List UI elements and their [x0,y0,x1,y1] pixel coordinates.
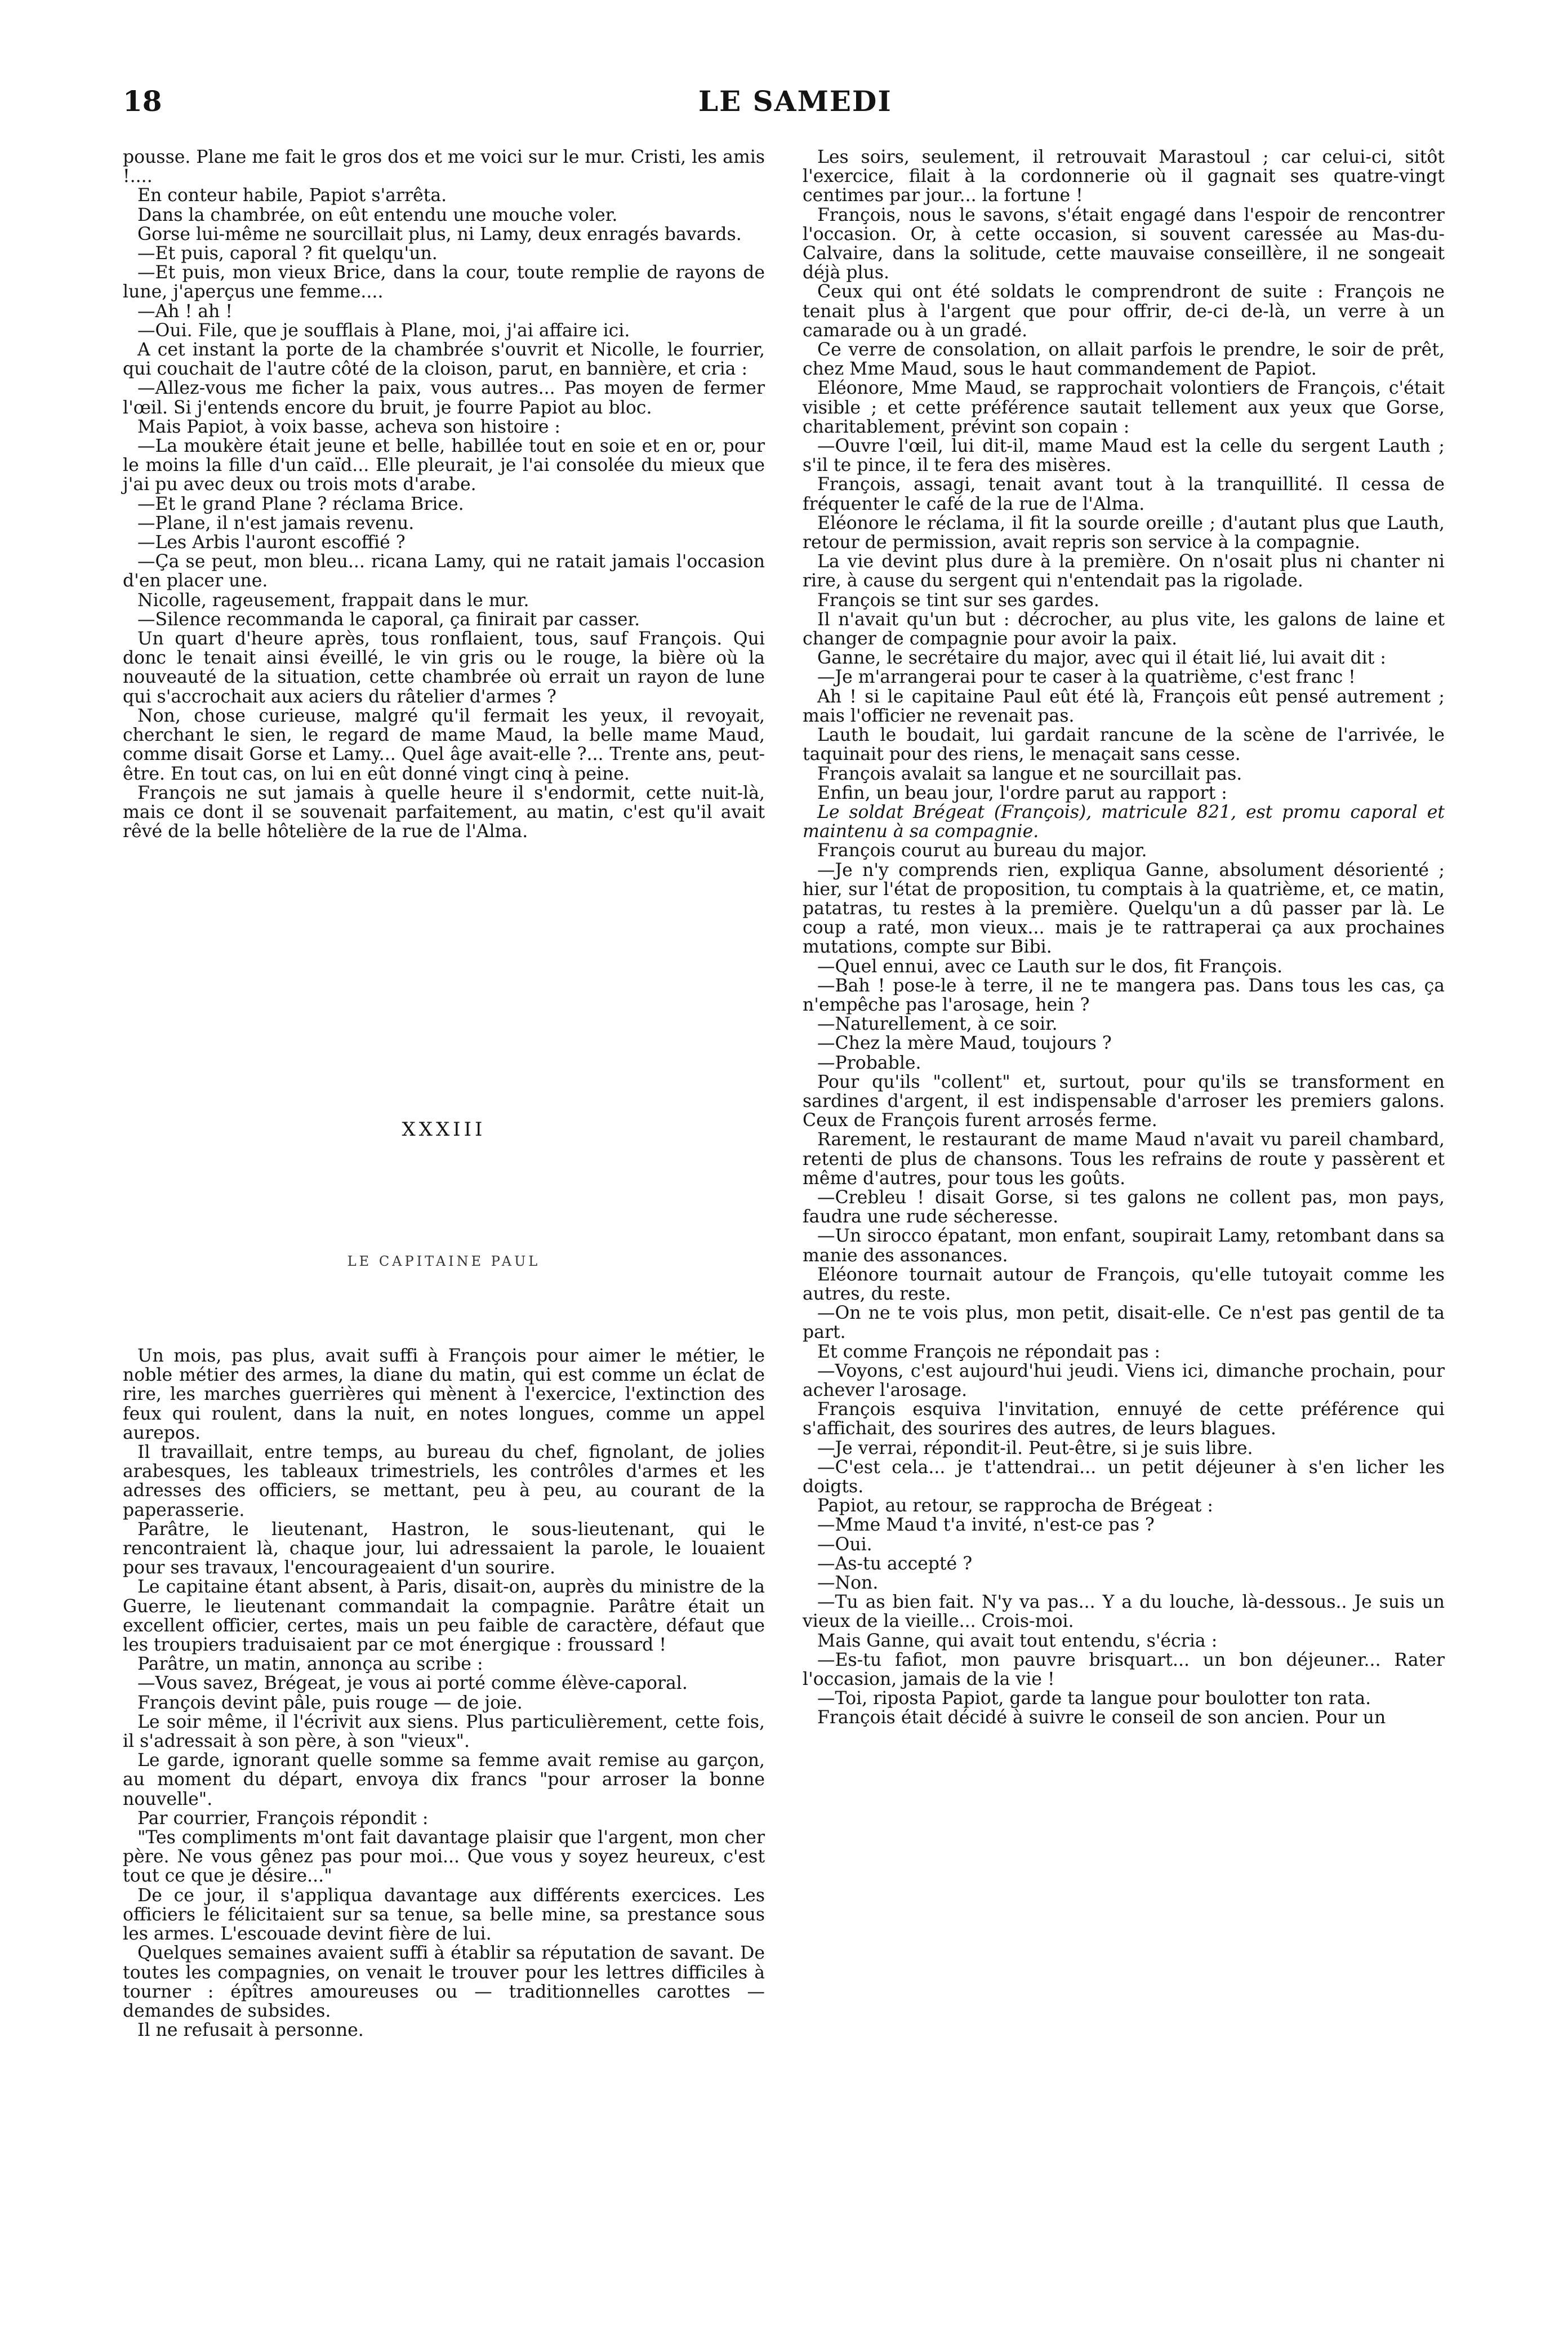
paragraph: Rarement, le restaurant de mame Maud n'avait vu pareil chambard, retenti de plus de chansons. Tous les refrains de route y passèrent et même d'autres, pour tous les goûts. [803,1129,1445,1189]
paragraph: —Les Arbis l'auront escoffié ? [137,532,406,553]
paragraph: Par courrier, François répondit : [137,1808,429,1829]
paragraph: François ne sut jamais à quelle heure il s'endormit, cette nuit-là, mais ce dont il se souvenait parfaitement, au matin, c'est qu'il avait rêvé de la belle hôtelière de la rue de l'Alma. [123,782,765,842]
paragraph: Mais Ganne, qui avait tout entendu, s'écria : [817,1630,1218,1651]
paragraph: —Un sirocco épatant, mon enfant, soupirait Lamy, retombant dans sa manie des assonances. [803,1226,1445,1266]
paragraph: Un mois, pas plus, avait suffi à François pour aimer le métier, le noble métier des armes, la diane du matin, qui est comme un éclat de rire, les marches guerrières qui mènent à l'exercice, l'extinction des feux qui roulent, dans la nuit, en notes longues, comme un appel aurepos. [123,1346,765,1443]
paragraph: Ganne, le secrétaire du major, avec qui il était lié, lui avait dit : [817,648,1387,669]
paragraph: Dans la chambrée, on eût entendu une mouche voler. [137,204,618,225]
paragraph: François, nous le savons, s'était engagé dans l'espoir de rencontrer l'occasion. Or, à cette occasion, si souvent caressée au Mas-du-Calvaire, dans la solitude, cette mauvaise conseillère, il ne songeait déjà plus. [803,204,1445,283]
paragraph: Parâtre, un matin, annonça au scribe : [137,1654,483,1675]
right-column [803,148,1445,1728]
chapter-title: LE CAPITAINE PAUL [347,1253,541,1269]
paragraph: —Non. [817,1573,879,1594]
paragraph: —Allez-vous me ficher la paix, vous autres... Pas moyen de fermer l'œil. Si j'entends encore du bruit, je fourre Papiot au bloc. [123,378,765,418]
running-head: LE SAMEDI [698,84,892,118]
paragraph: Nicolle, rageusement, frappait dans le mur. [137,590,529,611]
paragraph: —Chez la mère Maud, toujours ? [817,1033,1112,1054]
paragraph: "Tes compliments m'ont fait davantage plaisir que l'argent, mon cher père. Ne vous gênez pas pour moi... Que vous y soyez heureux, c'est tout ce que je désire..." [123,1827,765,1887]
paragraph: —Je n'y comprends rien, expliqua Ganne, absolument désorienté ; hier, sur l'état de proposition, tu comptais à la quatrième, et, ce matin, patatras, tu restes à la première. Quelqu'un a dû passer par là. Le coup a raté, mon vieux... mais je te rattraperai ça aux prochaines mutations, compte sur Bibi. [803,860,1445,958]
paragraph: —Naturellement, à ce soir. [817,1014,1058,1035]
paragraph: Quelques semaines avaient suffi à établir sa réputation de savant. De toutes les compagnies, on venait le trouver pour les lettres difficiles à tourner : épîtres amoureuses ou — traditionnelles carottes — demandes de subsides. [123,1943,765,2021]
paragraph: François courut au bureau du major. [817,840,1147,861]
paragraph: —Probable. [817,1052,921,1073]
paragraph: Non, chose curieuse, malgré qu'il fermait les yeux, il revoyait, cherchant le sien, le regard de mame Maud, la belle mame Maud, comme disait Gorse et Lamy... Quel âge avait-elle ?... Trente ans, peut-être. En tout cas, on lui en eût donné vingt cinq à peine. [123,705,765,784]
paragraph: —Et le grand Plane ? réclama Brice. [137,493,464,514]
paragraph: pousse. Plane me fait le gros dos et me voici sur le mur. Cristi, les amis !.... [123,147,765,187]
paragraph: Et comme François ne répondait pas : [817,1341,1160,1362]
paragraph: Eléonore le réclama, il fit la sourde oreille ; d'autant plus que Lauth, retour de permission, avait repris son service à la compagnie. [803,513,1445,553]
paragraph: Le capitaine étant absent, à Paris, disait-on, auprès du ministre de la Guerre, le lieutenant commandait la compagnie. Parâtre était un excellent officier, certes, mais un peu faible de caractère, défaut que les troupiers traduisaient par ce mot énergique : froussard ! [123,1577,765,1656]
paragraph: En conteur habile, Papiot s'arrêta. [137,185,447,206]
left-column-bottom [123,1346,765,2040]
paragraph: —Toi, riposta Papiot, garde ta langue pour boulotter ton rata. [817,1688,1371,1709]
paragraph: Enfin, un beau jour, l'ordre parut au rapport : [817,782,1227,803]
paragraph: —Ça se peut, mon bleu... ricana Lamy, qui ne ratait jamais l'occasion d'en placer une. [123,551,765,591]
paragraph: —On ne te vois plus, mon petit, disait-elle. Ce n'est pas gentil de ta part. [803,1303,1445,1343]
paragraph: —As-tu accepté ? [817,1553,973,1574]
paragraph: Eléonore tournait autour de François, qu'elle tutoyait comme les autres, du reste. [803,1264,1445,1304]
paragraph: Parâtre, le lieutenant, Hastron, le sous-lieutenant, qui le rencontraient là, chaque jour, lui adressaient la parole, le louaient pour ses travaux, l'encourageaient d'un sourire. [123,1519,765,1578]
left-column-top [123,148,765,841]
paragraph: François, assagi, tenait avant tout à la tranquillité. Il cessa de fréquenter le café de la rue de l'Alma. [803,474,1445,514]
paragraph: —C'est cela... je t'attendrai... un petit déjeuner à s'en licher les doigts. [803,1457,1445,1497]
paragraph: François esquiva l'invitation, ennuyé de cette préférence qui s'affichait, des sourires des autres, de leurs blagues. [803,1399,1445,1439]
paragraph: François se tint sur ses gardes. [817,590,1099,611]
paragraph: Ceux qui ont été soldats le comprendront de suite : François ne tenait plus à l'argent que pour offrir, de-ci de-là, un verre à un camarade ou à un gradé. [803,282,1445,341]
paragraph: François était décidé à suivre le conseil de son ancien. Pour un [817,1707,1386,1728]
paragraph: —Et puis, caporal ? fit quelqu'un. [137,243,438,264]
paragraph: —Crebleu ! disait Gorse, si tes galons ne collent pas, mon pays, faudra une rude sécheresse. [803,1187,1445,1227]
paragraph: —Mme Maud t'a invité, n'est-ce pas ? [817,1515,1155,1536]
paragraph: Les soirs, seulement, il retrouvait Marastoul ; car celui-ci, sitôt l'exercice, filait à la cordonnerie où il gagnait ses quatre-vingt centimes par jour... la fortune ! [803,147,1445,206]
paragraph: Il n'avait qu'un but : décrocher, au plus vite, les galons de laine et changer de compagnie pour avoir la paix. [803,609,1445,650]
paragraph: A cet instant la porte de la chambrée s'ouvrit et Nicolle, le fourrier, qui couchait de l'autre côté de la cloison, parut, en bannière, et cria : [123,340,765,380]
paragraph: François devint pâle, puis rouge — de joie. [137,1692,523,1713]
paragraph: Lauth le boudait, lui gardait rancune de la scène de l'arrivée, le taquinait pour des riens, le menaçait sans cesse. [803,725,1445,765]
paragraph: —Es-tu fafiot, mon pauvre brisquart... un bon déjeuner... Rater l'occasion, jamais de la vie ! [803,1649,1445,1690]
paragraph: —Ouvre l'œil, lui dit-il, mame Maud est la celle du sergent Lauth ; s'il te pince, il te fera des misères. [803,436,1445,476]
paragraph: De ce jour, il s'appliqua davantage aux différents exercices. Les officiers le félicitaient sur sa tenue, sa belle mine, sa prestance sous les armes. L'escouade devint fière de lui. [123,1885,765,1945]
paragraph: —Je verrai, répondit-il. Peut-être, si je suis libre. [817,1438,1253,1458]
paragraph: Il ne refusait à personne. [137,2020,364,2041]
paragraph: Un quart d'heure après, tous ronflaient, tous, sauf François. Qui donc le tenait ainsi éveillé, le vin gris ou le rouge, la bière où la nouveauté de la situation, cette chambrée où errait un rayon de lune qui s'accrochait aux aciers du râtelier d'armes ? [123,629,765,707]
paragraph: Le soldat Brégeat (François), matricule 821, est promu caporal et maintenu à sa compagnie. [803,802,1445,842]
paragraph: Mais Papiot, à voix basse, acheva son histoire : [137,416,561,437]
paragraph: Ah ! si le capitaine Paul eût été là, François eût pensé autrement ; mais l'officier ne revenait pas. [803,686,1445,726]
paragraph: —Silence recommanda le caporal, ça finirait par casser. [137,609,640,630]
paragraph: —Vous savez, Brégeat, je vous ai porté comme élève-caporal. [137,1673,688,1694]
paragraph: —Ah ! ah ! [137,301,233,322]
paragraph: Le garde, ignorant quelle somme sa femme avait remise au garçon, au moment du départ, envoya dix francs "pour arroser la bonne nouvelle". [123,1750,765,1809]
paragraph: —La moukère était jeune et belle, habillée tout en soie et en or, pour le moins la fille d'un caïd... Elle pleurait, je l'ai consolée du mieux que j'ai pu avec deux ou trois mots d'arabe. [123,436,765,495]
paragraph: Papiot, au retour, se rapprocha de Brégeat : [817,1496,1214,1516]
chapter-number: XXXIII [402,1118,486,1141]
page-number: 18 [123,84,162,118]
paragraph: Pour qu'ils "collent" et, surtout, pour qu'ils se transforment en sardines d'argent, il est indispensable d'arroser les premiers galons. Ceux de François furent arrosés ferme. [803,1071,1445,1131]
paragraph: —Voyons, c'est aujourd'hui jeudi. Viens ici, dimanche prochain, pour achever l'arosage. [803,1360,1445,1400]
paragraph: Eléonore, Mme Maud, se rapprochait volontiers de François, c'était visible ; et cette préférence sautait tellement aux yeux que Gorse, charitablement, prévint son copain : [803,378,1445,437]
paragraph: François avalait sa langue et ne sourcillait pas. [817,763,1242,784]
paragraph: —Bah ! pose-le à terre, il ne te mangera pas. Dans tous les cas, ça n'empêche pas l'arosage, hein ? [803,975,1445,1015]
paragraph: —Je m'arrangerai pour te caser à la quatrième, c'est franc ! [817,667,1356,688]
paragraph: —Et puis, mon vieux Brice, dans la cour, toute remplie de rayons de lune, j'aperçus une femme.... [123,263,765,303]
paragraph: —Oui. File, que je soufflais à Plane, moi, j'ai affaire ici. [137,320,630,341]
paragraph: Il travaillait, entre temps, au bureau du chef, fignolant, de jolies arabesques, les tableaux trimestriels, les contrôles d'armes et les adresses des officiers, se mettant, peu à peu, au courant de la paperasserie. [123,1442,765,1520]
paragraph: Le soir même, il l'écrivit aux siens. Plus particulièrement, cette fois, il s'adressait à son père, à son "vieux". [123,1711,765,1752]
paragraph: —Quel ennui, avec ce Lauth sur le dos, fit François. [817,956,1283,977]
paragraph: —Plane, il n'est jamais revenu. [137,513,415,533]
paragraph: La vie devint plus dure à la première. On n'osait plus ni chanter ni rire, à cause du sergent qui n'entendait pas la rigolade. [803,551,1445,591]
paragraph: —Tu as bien fait. N'y va pas... Y a du louche, là-dessous.. Je suis un vieux de la vieille... Crois-moi. [803,1592,1445,1632]
paragraph: —Oui. [817,1534,872,1555]
paragraph: Gorse lui-même ne sourcillait plus, ni Lamy, deux enragés bavards. [137,224,742,244]
paragraph: Ce verre de consolation, on allait parfois le prendre, le soir de prêt, chez Mme Maud, sous le haut commandement de Papiot. [803,340,1445,380]
